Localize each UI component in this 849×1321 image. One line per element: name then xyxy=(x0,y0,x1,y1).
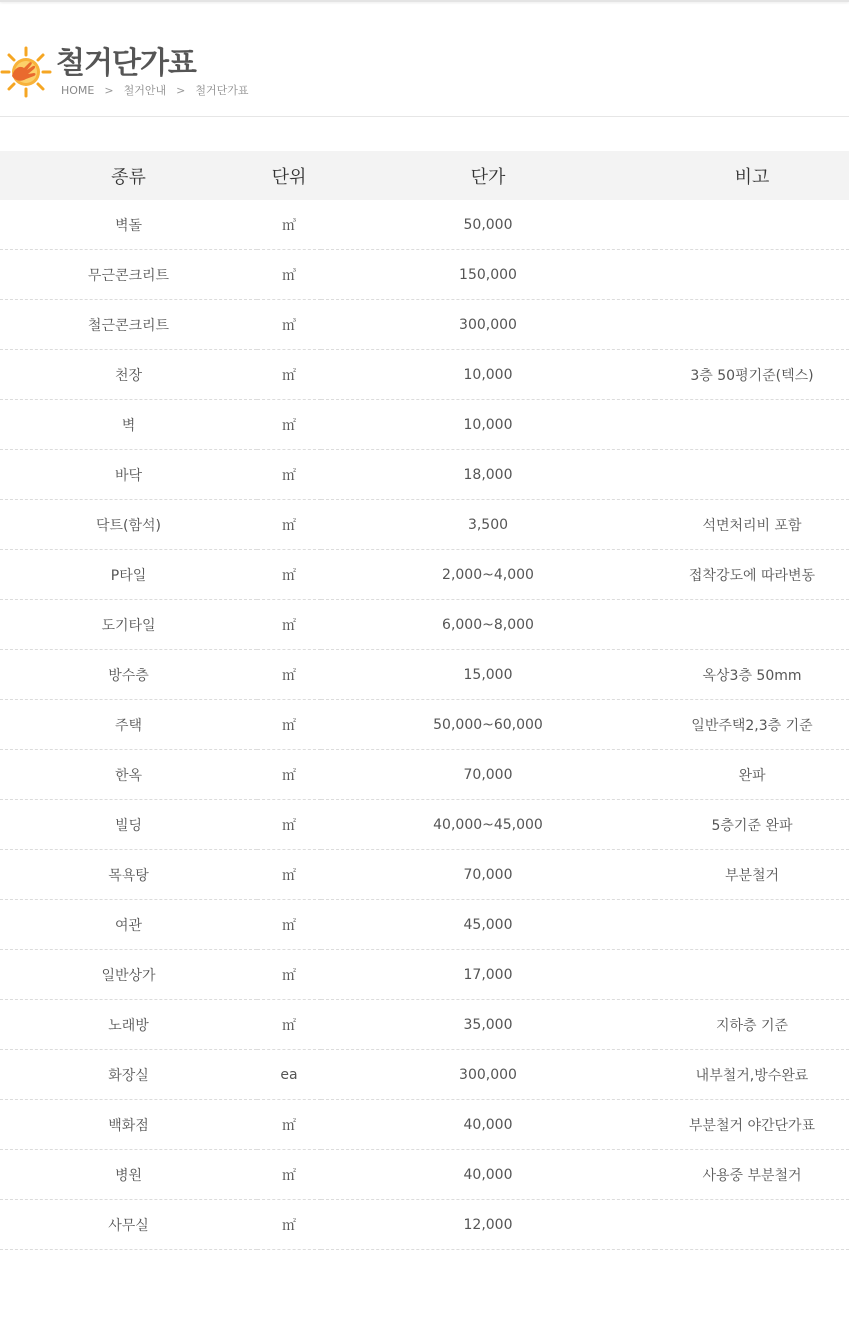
price-table xyxy=(0,151,849,1250)
column-header-type: 종류 xyxy=(0,151,257,200)
breadcrumb-current: 철거단가표 xyxy=(195,84,249,97)
cell-note: 내부철거,방수완료 xyxy=(655,1050,849,1100)
table-row xyxy=(0,300,849,350)
cell-price: 40,000 xyxy=(321,1100,655,1150)
cell-type: 벽 xyxy=(0,400,257,450)
cell-type: 화장실 xyxy=(0,1050,257,1100)
cell-unit: ㎡ xyxy=(257,1200,321,1250)
cell-note: 완파 xyxy=(655,750,849,800)
cell-type: P타일 xyxy=(0,550,257,600)
table-row xyxy=(0,450,849,500)
cell-note: 부분철거 야간단가표 xyxy=(655,1100,849,1150)
breadcrumb xyxy=(61,84,248,98)
table-row xyxy=(0,800,849,850)
cell-price: 300,000 xyxy=(321,300,655,350)
cell-price: 50,000 xyxy=(321,200,655,250)
cell-type: 일반상가 xyxy=(0,950,257,1000)
cell-type: 천장 xyxy=(0,350,257,400)
column-header-price: 단가 xyxy=(321,151,655,200)
cell-type: 도기타일 xyxy=(0,600,257,650)
cell-note: 석면처리비 포함 xyxy=(655,500,849,550)
cell-type: 한옥 xyxy=(0,750,257,800)
table-row xyxy=(0,1000,849,1050)
cell-unit: ㎡ xyxy=(257,1100,321,1150)
cell-note xyxy=(655,250,849,300)
cell-price: 3,500 xyxy=(321,500,655,550)
cell-price: 150,000 xyxy=(321,250,655,300)
cell-price: 2,000~4,000 xyxy=(321,550,655,600)
cell-price: 70,000 xyxy=(321,850,655,900)
cell-type: 병원 xyxy=(0,1150,257,1200)
table-row xyxy=(0,350,849,400)
cell-type: 노래방 xyxy=(0,1000,257,1050)
cell-unit: ㎡ xyxy=(257,950,321,1000)
cell-type: 백화점 xyxy=(0,1100,257,1150)
cell-unit: ㎡ xyxy=(257,700,321,750)
cell-note xyxy=(655,300,849,350)
table-row xyxy=(0,1150,849,1200)
cell-note: 사용중 부분철거 xyxy=(655,1150,849,1200)
cell-unit: ㎥ xyxy=(257,200,321,250)
cell-price: 70,000 xyxy=(321,750,655,800)
cell-type: 빌딩 xyxy=(0,800,257,850)
cell-price: 17,000 xyxy=(321,950,655,1000)
cell-unit: ㎥ xyxy=(257,250,321,300)
table-row xyxy=(0,700,849,750)
cell-note xyxy=(655,900,849,950)
cell-type: 바닥 xyxy=(0,450,257,500)
cell-price: 50,000~60,000 xyxy=(321,700,655,750)
cell-price: 35,000 xyxy=(321,1000,655,1050)
cell-price: 45,000 xyxy=(321,900,655,950)
cell-type: 닥트(함석) xyxy=(0,500,257,550)
page-title: 철거단가표 xyxy=(56,46,196,81)
cell-type: 방수층 xyxy=(0,650,257,700)
cell-unit: ㎡ xyxy=(257,550,321,600)
breadcrumb-home-link[interactable]: HOME xyxy=(61,84,95,97)
table-row xyxy=(0,900,849,950)
table-row xyxy=(0,1050,849,1100)
cell-note xyxy=(655,950,849,1000)
table-row xyxy=(0,200,849,250)
cell-price: 18,000 xyxy=(321,450,655,500)
cell-note: 3층 50평기준(텍스) xyxy=(655,350,849,400)
column-header-note: 비고 xyxy=(655,151,849,200)
cell-unit: ㎡ xyxy=(257,600,321,650)
cell-unit: ㎡ xyxy=(257,900,321,950)
cell-type: 무근콘크리트 xyxy=(0,250,257,300)
cell-price: 6,000~8,000 xyxy=(321,600,655,650)
header-row xyxy=(0,151,849,200)
cell-note xyxy=(655,1200,849,1250)
cell-type: 여관 xyxy=(0,900,257,950)
cell-price: 12,000 xyxy=(321,1200,655,1250)
cell-price: 40,000 xyxy=(321,1150,655,1200)
cell-unit: ㎥ xyxy=(257,300,321,350)
table-row xyxy=(0,650,849,700)
price-table-body xyxy=(0,200,849,1250)
cell-note: 5층기준 완파 xyxy=(655,800,849,850)
breadcrumb-separator-icon: > xyxy=(176,84,186,97)
cell-price: 40,000~45,000 xyxy=(321,800,655,850)
cell-unit: ㎡ xyxy=(257,800,321,850)
cell-note xyxy=(655,450,849,500)
column-header-unit: 단위 xyxy=(257,151,321,200)
cell-price: 15,000 xyxy=(321,650,655,700)
cell-price: 300,000 xyxy=(321,1050,655,1100)
cell-unit: ㎡ xyxy=(257,750,321,800)
cell-type: 사무실 xyxy=(0,1200,257,1250)
cell-unit: ㎡ xyxy=(257,500,321,550)
cell-note: 지하층 기준 xyxy=(655,1000,849,1050)
cell-type: 목욕탕 xyxy=(0,850,257,900)
cell-unit: ㎡ xyxy=(257,400,321,450)
cell-unit: ㎡ xyxy=(257,450,321,500)
cell-type: 철근콘크리트 xyxy=(0,300,257,350)
cell-note xyxy=(655,600,849,650)
cell-unit: ㎡ xyxy=(257,650,321,700)
cell-unit: ㎡ xyxy=(257,350,321,400)
cell-note: 일반주택2,3층 기준 xyxy=(655,700,849,750)
table-row xyxy=(0,400,849,450)
cell-price: 10,000 xyxy=(321,350,655,400)
cell-unit: ㎡ xyxy=(257,1150,321,1200)
breadcrumb-section-link[interactable]: 철거안내 xyxy=(123,84,167,97)
page-header xyxy=(0,0,849,117)
cell-price: 10,000 xyxy=(321,400,655,450)
cell-unit: ea xyxy=(257,1050,321,1100)
cell-note xyxy=(655,400,849,450)
table-row xyxy=(0,250,849,300)
cell-note: 옥상3층 50mm xyxy=(655,650,849,700)
cell-unit: ㎡ xyxy=(257,1000,321,1050)
breadcrumb-separator-icon: > xyxy=(104,84,114,97)
cell-type: 주택 xyxy=(0,700,257,750)
table-row xyxy=(0,600,849,650)
sun-hand-logo-icon xyxy=(0,46,52,98)
table-row xyxy=(0,1200,849,1250)
price-table-header xyxy=(0,151,849,200)
cell-note: 부분철거 xyxy=(655,850,849,900)
cell-unit: ㎡ xyxy=(257,850,321,900)
table-row xyxy=(0,850,849,900)
cell-note xyxy=(655,200,849,250)
table-row xyxy=(0,550,849,600)
cell-type: 벽돌 xyxy=(0,200,257,250)
table-row xyxy=(0,500,849,550)
table-row xyxy=(0,950,849,1000)
table-row xyxy=(0,750,849,800)
table-row xyxy=(0,1100,849,1150)
cell-note: 접착강도에 따라변동 xyxy=(655,550,849,600)
